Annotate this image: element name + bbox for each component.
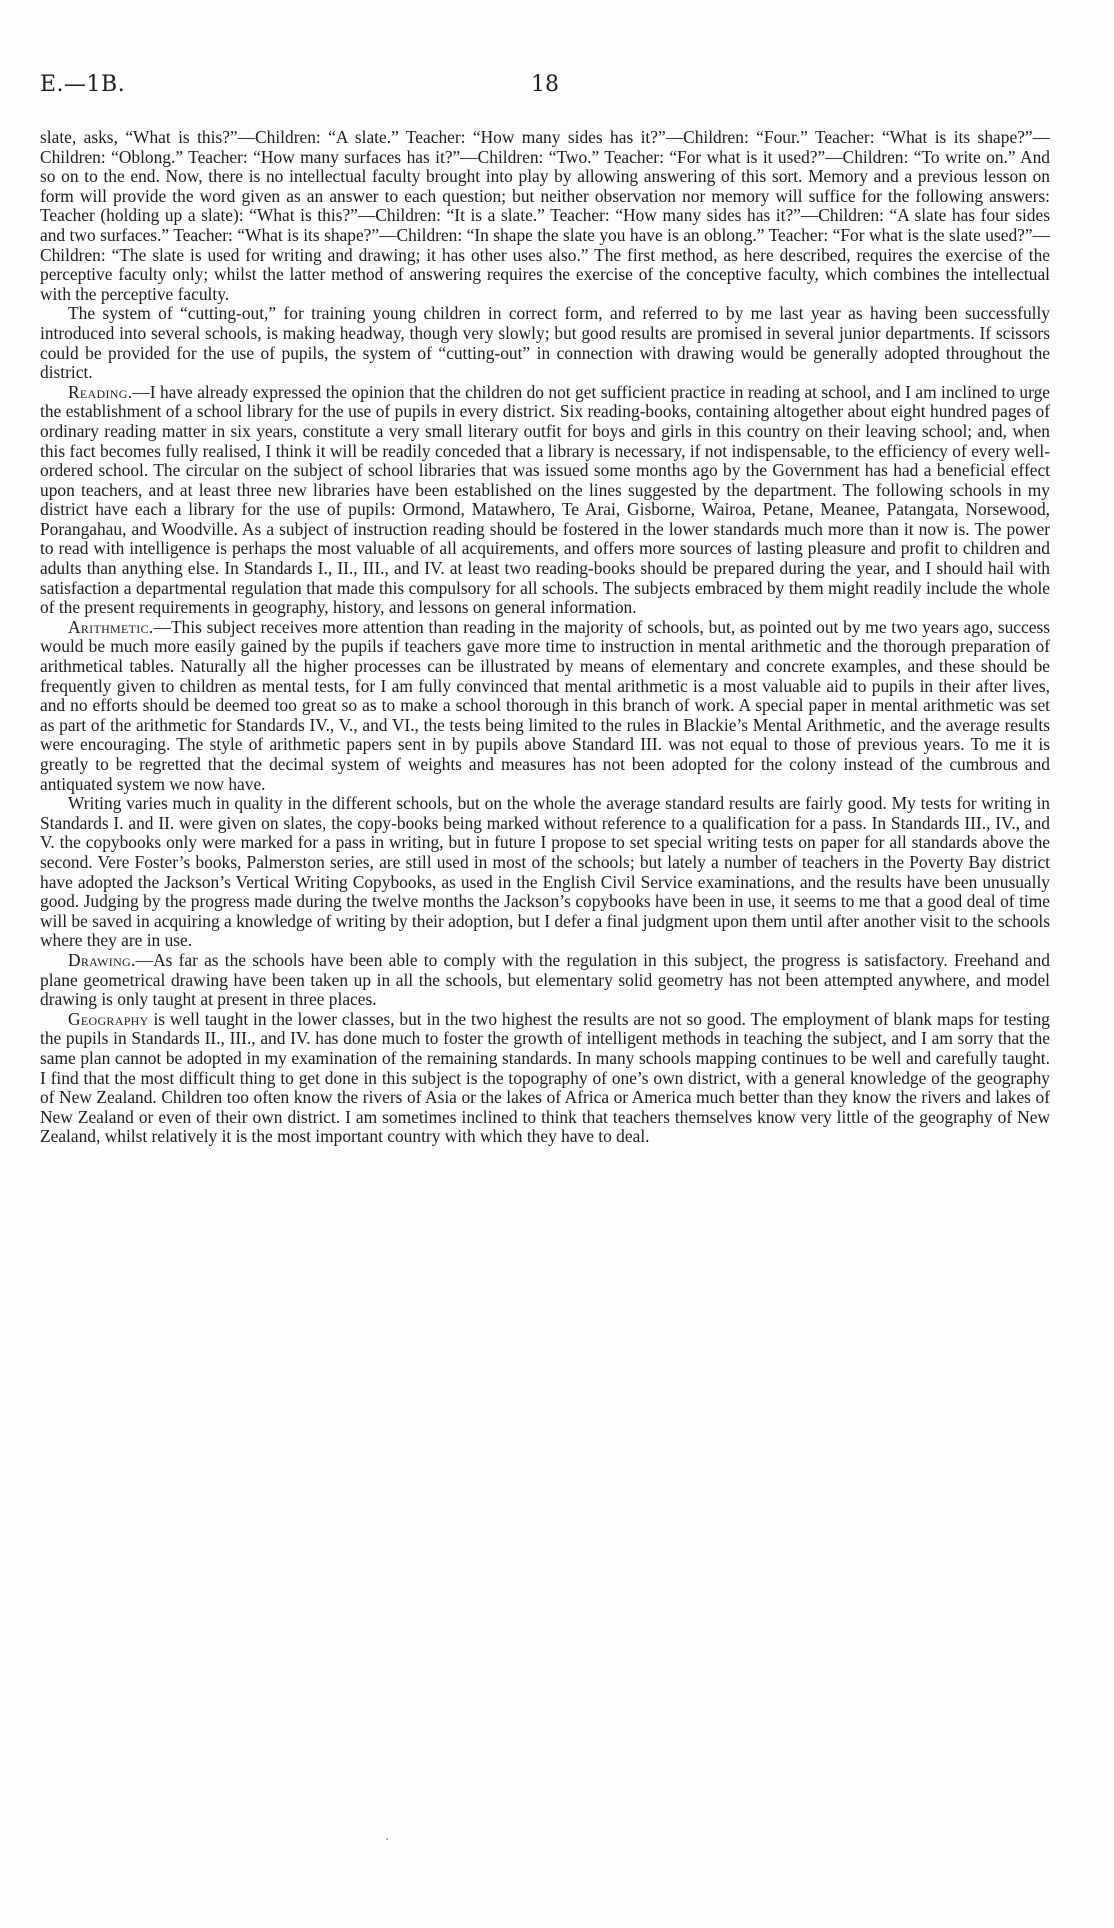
page-header	[40, 72, 1050, 102]
section-heading-reading: Reading.	[68, 381, 133, 402]
paragraph-reading	[40, 383, 1050, 618]
paragraph-arithmetic	[40, 618, 1050, 794]
section-heading-drawing: Drawing.	[68, 949, 136, 970]
paragraph-text: slate, asks, “What is this?”—Children: “A slate.” Teacher: “How many sides has it?”—Children: “Four.” Teacher: “What is its shape?”—Children: “Oblong.” Teacher: “How many surfaces has it?”—Children: “Two.” Teacher: “For what is it used?”—Children: “To write on.” And so on to the end. Now, there is no intellectual faculty brought into play by allowing answering of this sort. Memory and a previous lesson on form will provide the word given as an answer to each question; but neither observation nor memory will suffice for the following answers: Teacher (holding up a slate): “What is this?”—Children: “It is a slate.” Teacher: “How many sides has it?”—Children: “A slate has four sides and two surfaces.” Teacher: “What is its shape?”—Children: “In shape the slate you have is an oblong.” Teacher: “For what is the slate used?”—Children: “The slate is used for writing and drawing; it has other uses also.” The first method, as here described, requires the exercise of the perceptive faculty only; whilst the latter method of answering requires the exercise of the conceptive faculty, which combines the intellectual with the perceptive faculty.	[40, 127, 1050, 304]
page-number: 18	[531, 72, 559, 97]
paragraph-text: —I have already expressed the opinion that the children do not get sufficient practice in reading at school, and I am inclined to urge the establishment of a school library for the use of pupils in every district. Six reading-books, containing altogether about eight hundred pages of ordinary reading matter in six years, constitute a very small literary outfit for boys and girls in this country on their leaving school; and, when this fact becomes fully realised, I think it will be readily conceded that a library is necessary, if not indispensable, to the efficiency of every well-ordered school. The circular on the subject of school libraries that was issued some months ago by the Government has had a beneficial effect upon teachers, and at least three new libraries have been established on the lines suggested by the department. The following schools in my district have each a library for the use of pupils: Ormond, Matawhero, Te Arai, Gisborne, Wairoa, Petane, Meanee, Patangata, Norsewood, Porangahau, and Woodville. As a subject of instruction reading should be fostered in the lower standards much more than it now is. The power to read with intelligence is perhaps the most valuable of all acquirements, and offers more sources of lasting pleasure and profit to children and adults than anything else. In Standards I., II., III., and IV. at least two reading-books should be prepared during the year, and I should hail with satisfaction a departmental regulation that made this compulsory for all schools. The subjects embraced by them might readily include the whole of the present requirements in geography, history, and lessons on general information.	[40, 381, 1050, 618]
paragraph-text: The system of “cutting-out,” for training young children in correct form, and referred to by me last year as having been successfully introduced into several schools, is making headway, though very slowly; but good results are promised in several junior departments. If scissors could be provided for the use of pupils, the system of “cutting-out” in connection with drawing would be generally adopted throughout the district.	[40, 303, 1050, 383]
paragraph-geography	[40, 1010, 1050, 1147]
paragraph-text: —This subject receives more attention than reading in the majority of schools, but, as pointed out by me two years ago, success would be much more easily gained by the pupils if teachers gave more time to instruction in mental arithmetic and the thorough preparation of arithmetical tables. Naturally all the higher processes can be illustrated by means of elementary and concrete examples, and these should be frequently given to children as mental tests, for I am fully convinced that mental arithmetic is a most valuable aid to pupils in their after lives, and no efforts should be deemed too great so as to make a school thorough in this branch of work. A special paper in mental arithmetic was set as part of the arithmetic for Standards IV., V., and VI., the tests being limited to the rules in Blackie’s Mental Arithmetic, and the average results were encouraging. The style of arithmetic papers sent in by pupils above Standard III. was not equal to those of previous years. To me it is greatly to be regretted that the decimal system of weights and measures has not been adopted for the colony instead of the cumbrous and antiquated system we now have.	[40, 616, 1050, 794]
paragraph-text: Writing varies much in quality in the different schools, but on the whole the average standard results are fairly good. My tests for writing in Standards I. and II. were given on slates, the copy-books being marked without reference to a qualification for a pass. In Standards III., IV., and V. the copybooks only were marked for a pass in writing, but in future I propose to set special writing tests on paper for all standards above the second. Vere Foster’s books, Palmerston series, are still used in most of the schools; but lately a number of teachers in the Poverty Bay district have adopted the Jackson’s Vertical Writing Copybooks, as used in the English Civil Service examinations, and the results have been unusually good. Judging by the progress made during the twelve months the Jackson’s copybooks have been in use, it seems to me that a good deal of time will be saved in acquiring a knowledge of writing by their adoption, but I defer a final judgment upon them until after another visit to the schools where they are in use.	[40, 793, 1050, 951]
page-body	[40, 128, 1050, 1147]
print-speck	[386, 1838, 388, 1840]
paragraph-slate-questions	[40, 128, 1050, 304]
paragraph-text: —As far as the schools have been able to comply with the regulation in this subject, the progress is satisfactory. Freehand and plane geometrical drawing have been taken up in all the schools, but elementary solid geometry has not been attempted anywhere, and model drawing is only taught at present in three places.	[40, 949, 1050, 1010]
paragraph-drawing	[40, 951, 1050, 1010]
section-heading-geography: Geography	[68, 1008, 149, 1029]
section-heading-arithmetic: Arithmetic.	[68, 616, 154, 637]
paragraph-text: is well taught in the lower classes, but in the two highest the results are not so good. The employment of blank maps for testing the pupils in Standards II., III., and IV. has done much to foster the growth of intelligent methods in teaching the subject, and I am sorry that the same plan cannot be adopted in my examination of the remaining standards. In many schools mapping continues to be well and carefully taught. I find that the most difficult thing to get done in this subject is the topography of one’s own district, with a general knowledge of the geography of New Zealand. Children too often know the rivers of Asia or the lakes of Africa or America much better than they know the rivers and lakes of New Zealand or even of their own district. I am sometimes inclined to think that teachers themselves know very little of the geography of New Zealand, whilst relatively it is the most important country with which they have to deal.	[40, 1008, 1050, 1147]
document-reference: E.—1B.	[40, 72, 126, 97]
paragraph-writing	[40, 794, 1050, 951]
paragraph-cutting-out	[40, 304, 1050, 382]
